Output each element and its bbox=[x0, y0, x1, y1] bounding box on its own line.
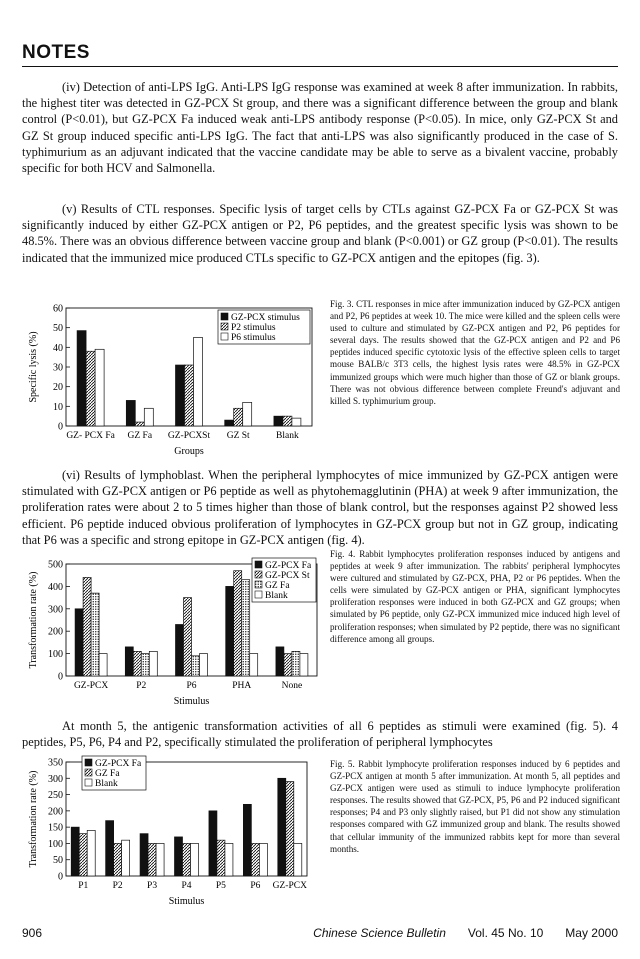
bar bbox=[75, 609, 83, 676]
bar bbox=[149, 651, 157, 676]
legend-label: P6 stimulus bbox=[231, 333, 276, 343]
paragraph-month5-text: At month 5, the antigenic transformation activities of all 6 peptides as stimuli were examined (fig. 5). 4 peptides, P5, P6, P4 and P2, specifically stimulated the proliferation of peripheral lymphocytes bbox=[22, 719, 618, 750]
figure-5-caption: Fig. 5. Rabbit lymphocyte proliferation responses induced by 6 peptides and GZ-PCX antigen at month 5 after immunization. At month 5, all peptides and GZ-PCX antigen were used as stimuli to induce lymphocyte proliferation responses. The results showed that GZ-PCX, P5, P6 and P2 induced significant responses; P4 and P3 only slightly raised, but P1 did not show any stimulation responses compared with GZ immunized group and blank. The results showed that cellular immunity of the immunized rabbits kept for more than several months. bbox=[330, 759, 620, 854]
bar bbox=[251, 843, 259, 876]
header-rule bbox=[22, 66, 618, 67]
y-tick-label: 500 bbox=[48, 559, 63, 571]
legend-swatch bbox=[85, 779, 92, 786]
x-tick-label: P6 bbox=[250, 881, 261, 891]
x-tick-label: P2 bbox=[112, 881, 123, 891]
figure-4-chart bbox=[22, 548, 322, 718]
y-tick-label: 350 bbox=[48, 757, 63, 769]
figure-4-caption: Fig. 4. Rabbit lymphocytes proliferation responses induced by antigens and peptides at week 9 after immunization. The rabbits' peripheral lymphocytes were cultured and stimulated by GZ-PCX, PHA, P2 or P6 peptides. When the cells were simulated by GZ-PCX antigen or PHA, significant lymphocytes proliferation responses were induced in both GZ-PCX and GZ groups; when simulated by P6 peptide, only GZ-PCX immunized mice induced high level of proliferation responses; when simulated by P2 peptide, there was no significant difference among all groups. bbox=[330, 549, 620, 644]
bar bbox=[192, 656, 200, 676]
figure-3-caption: Fig. 3. CTL responses in mice after immunization induced by GZ-PCX antigen and P2, P6 peptides at week 10. The mice were killed and the spleen cells were used to culture and stimulated by GZ-PCX antigen and P2, P6 peptides for several days. The results showed that the GZ-PCX antigen and P2 and P6 peptides induced specific cytotoxic lysis of the effective spleen cells to target mouse BALB/c 3T3 cells, the highest lysis rates were 48.5% in GZ-PCX immunized groups which were much higher than those of GZ or blank groups. There was not obvious difference between complete Freund's adjuvant and killed S. typhimurium group. bbox=[330, 299, 620, 406]
legend-label: GZ-PCX St bbox=[265, 571, 310, 581]
x-axis-label: Stimulus bbox=[173, 696, 210, 707]
legend-label: GZ-PCX Fa bbox=[95, 759, 142, 769]
bar bbox=[234, 408, 243, 426]
y-tick-label: 0 bbox=[58, 421, 63, 433]
figure-5-chart bbox=[22, 748, 322, 918]
legend-label: Blank bbox=[265, 591, 288, 601]
bar bbox=[125, 647, 133, 676]
x-axis-label: Stimulus bbox=[168, 896, 205, 907]
bar bbox=[135, 422, 144, 426]
legend-swatch bbox=[221, 313, 228, 320]
x-tick-label: P6 bbox=[186, 681, 197, 691]
legend-label: P2 stimulus bbox=[231, 323, 276, 333]
y-tick-label: 200 bbox=[48, 806, 63, 818]
bar bbox=[126, 400, 135, 426]
journal-name: Chinese Science Bulletin bbox=[313, 926, 446, 940]
y-tick-label: 100 bbox=[48, 649, 63, 661]
y-tick-label: 400 bbox=[48, 581, 63, 593]
x-tick-label: Blank bbox=[276, 431, 299, 441]
bar bbox=[87, 830, 95, 876]
bar bbox=[114, 843, 122, 876]
legend-label: GZ Fa bbox=[265, 581, 290, 591]
bar bbox=[156, 843, 164, 876]
x-tick-label: GZ St bbox=[226, 431, 250, 441]
bar bbox=[122, 840, 130, 876]
bar bbox=[140, 834, 148, 876]
bar bbox=[79, 834, 87, 876]
bar bbox=[294, 843, 302, 876]
bar bbox=[286, 782, 294, 876]
bar bbox=[278, 778, 286, 876]
bar bbox=[144, 408, 153, 426]
x-axis-label: Groups bbox=[174, 446, 204, 457]
legend-swatch bbox=[221, 333, 228, 340]
bar bbox=[226, 586, 234, 676]
bar bbox=[283, 416, 292, 426]
bar bbox=[148, 843, 156, 876]
y-tick-label: 20 bbox=[53, 382, 63, 394]
x-tick-label: None bbox=[281, 681, 303, 691]
bar bbox=[185, 365, 194, 426]
bar bbox=[276, 647, 284, 676]
bar bbox=[225, 843, 233, 876]
y-tick-label: 10 bbox=[53, 401, 63, 413]
y-tick-label: 300 bbox=[48, 604, 63, 616]
x-tick-label: P4 bbox=[181, 881, 192, 891]
y-tick-label: 300 bbox=[48, 773, 63, 785]
x-tick-label: GZ- PCX Fa bbox=[66, 431, 115, 441]
legend-swatch bbox=[221, 323, 228, 330]
bar bbox=[176, 365, 185, 426]
bar bbox=[83, 577, 91, 676]
y-tick-label: 40 bbox=[53, 342, 63, 354]
bar bbox=[77, 331, 86, 426]
figure-3-chart bbox=[22, 298, 322, 468]
legend-swatch bbox=[85, 759, 92, 766]
y-tick-label: 50 bbox=[53, 855, 63, 867]
bar bbox=[191, 843, 199, 876]
bar bbox=[133, 651, 141, 676]
bar bbox=[217, 840, 225, 876]
bar bbox=[225, 420, 234, 426]
bar bbox=[141, 654, 149, 676]
x-tick-label: P2 bbox=[136, 681, 147, 691]
bar bbox=[86, 351, 95, 426]
bar bbox=[274, 416, 283, 426]
legend-label: GZ Fa bbox=[95, 769, 120, 779]
bar bbox=[284, 654, 292, 676]
journal-info bbox=[313, 926, 618, 940]
y-tick-label: 60 bbox=[53, 303, 63, 315]
paragraph-ctl bbox=[22, 201, 618, 266]
legend-swatch bbox=[255, 571, 262, 578]
y-tick-label: 0 bbox=[58, 871, 63, 883]
legend-label: GZ-PCX stimulus bbox=[231, 313, 300, 323]
legend-swatch bbox=[255, 581, 262, 588]
y-tick-label: 150 bbox=[48, 822, 63, 834]
legend-swatch bbox=[255, 561, 262, 568]
legend-label: Blank bbox=[95, 779, 118, 789]
legend-swatch bbox=[255, 591, 262, 598]
paragraph-ctl-text: (v) Results of CTL responses. Specific lysis of target cells by CTLs against GZ-PCX Fa or GZ-PCX St was significantly induced by either GZ-PCX antigen or P2, P6 peptides, and the greatest specific lysis was shown to be 48.5%. There was an obvious difference between vaccine group and blank (P<0.001) or GZ group (P<0.01). The results indicated that the immunized mice produced CTLs specific to GZ-PCX antigen and the epitopes (fig. 3). bbox=[22, 202, 618, 265]
y-tick-label: 250 bbox=[48, 790, 63, 802]
bar bbox=[292, 418, 301, 426]
bar bbox=[183, 843, 191, 876]
x-tick-label: GZ-PCX bbox=[272, 881, 307, 891]
y-tick-label: 200 bbox=[48, 626, 63, 638]
journal-volume: Vol. 45 No. 10 bbox=[467, 926, 544, 940]
paragraph-month5 bbox=[22, 718, 618, 750]
y-axis-label: Transformation rate (%) bbox=[28, 770, 39, 868]
bar bbox=[99, 654, 107, 676]
x-tick-label: P3 bbox=[147, 881, 158, 891]
bar bbox=[234, 571, 242, 676]
bar bbox=[242, 580, 250, 676]
bar bbox=[250, 654, 258, 676]
bar bbox=[300, 654, 308, 676]
bar bbox=[259, 843, 267, 876]
bar bbox=[292, 651, 300, 676]
bar bbox=[106, 821, 114, 876]
x-tick-label: GZ Fa bbox=[127, 431, 153, 441]
bar bbox=[175, 837, 183, 876]
y-tick-label: 30 bbox=[53, 362, 63, 374]
paragraph-lymphoblast-text: (vi) Results of lymphoblast. When the peripheral lymphocytes of mice immunized by GZ-PCX antigen were stimulated with GZ-PCX antigen or P6 peptide as well as phytohemagglutinin (PHA) at week 9 after immunization, the proliferation rates were about 2 to 5 times higher than those of blank control, but the responses against P2 showed less efficient. P6 peptide induced obvious proliferation of lymphocytes in GZ-PCX group but not in GZ group, indicating that P6 was a specific and strong epitope in GZ-PCX antigen (fig. 4). bbox=[22, 468, 618, 547]
bar bbox=[243, 804, 251, 876]
y-tick-label: 100 bbox=[48, 838, 63, 850]
bar bbox=[184, 598, 192, 676]
bar bbox=[176, 624, 184, 676]
section-header: NOTES bbox=[22, 42, 90, 63]
x-tick-label: P5 bbox=[215, 881, 226, 891]
journal-date: May 2000 bbox=[565, 926, 618, 940]
bar bbox=[194, 338, 203, 427]
bar bbox=[91, 593, 99, 676]
bar bbox=[95, 349, 104, 426]
x-tick-label: GZ-PCX bbox=[73, 681, 109, 691]
y-tick-label: 0 bbox=[58, 671, 63, 683]
bar bbox=[243, 402, 252, 426]
legend-label: GZ-PCX Fa bbox=[265, 561, 312, 571]
y-tick-label: 50 bbox=[53, 323, 63, 335]
page-number: 906 bbox=[22, 926, 43, 940]
bar bbox=[200, 654, 208, 676]
y-axis-label: Specific lysis (%) bbox=[28, 331, 39, 403]
y-axis-label: Transformation rate (%) bbox=[28, 571, 39, 669]
paragraph-anti-lps bbox=[22, 79, 618, 176]
bar bbox=[71, 827, 79, 876]
paragraph-lymphoblast bbox=[22, 467, 618, 548]
x-tick-label: GZ-PCXSt bbox=[167, 431, 211, 441]
paragraph-anti-lps-text: (iv) Detection of anti-LPS IgG. Anti-LPS IgG response was examined at week 8 after immunization. In rabbits, the highest titer was detected in GZ-PCX St group, and there was a significant difference between the group and blank control (P<0.01), but GZ-PCX Fa induced weak anti-LPS antibody response (P<0.05). In mice, only GZ-PCX St and GZ St group induced specific anti-LPS IgG. The fact that anti-LPS was also significantly produced in the case of S. typhimurium as an adjuvant indicated that the vaccine candidate may be able to serve as a bivalent vaccine, probably specific for both HCV and Salmonella. bbox=[22, 80, 618, 176]
bar bbox=[209, 811, 217, 876]
legend-swatch bbox=[85, 769, 92, 776]
x-tick-label: PHA bbox=[232, 681, 252, 691]
x-tick-label: P1 bbox=[78, 881, 89, 891]
